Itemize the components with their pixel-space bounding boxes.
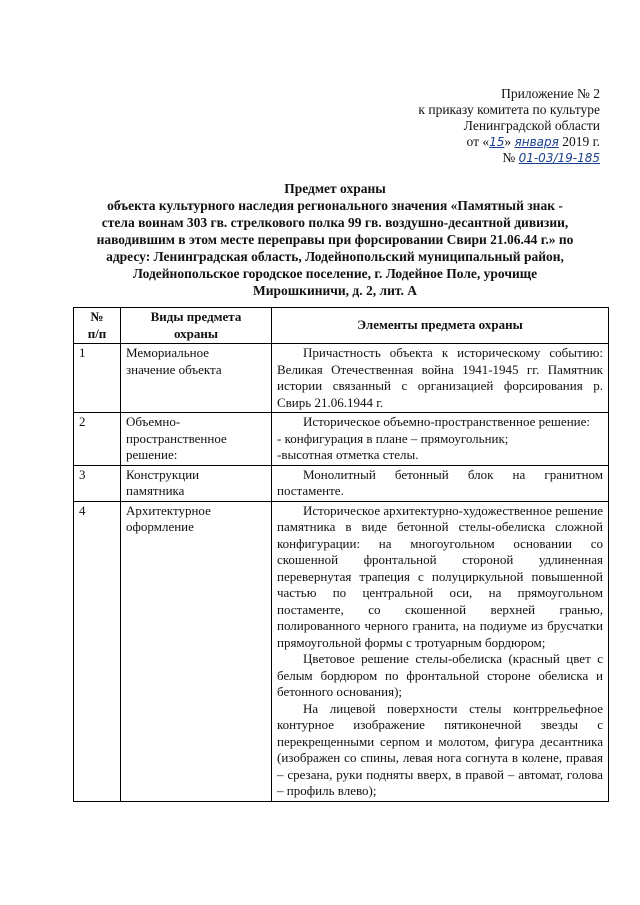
row-type-line: Мемориальное — [126, 345, 210, 360]
date-day: 15 — [489, 135, 505, 149]
table-row — [74, 501, 609, 801]
number-value: 01-03/19-185 — [518, 151, 600, 165]
row-list-item: - конфигурация в плане – прямоугольник; — [277, 430, 509, 446]
row-paragraph: Историческое объемно-пространственное решение: — [303, 414, 590, 429]
date-month: января — [514, 135, 559, 149]
row-type — [121, 501, 272, 801]
row-paragraph: Причастность объекта к историческому событию: Великая Отечественная война 1941-1945 гг. Памятник истории связанный с организацией форсирования р. Свирь 21.06.1944 г. — [277, 345, 603, 410]
row-type-line: решение: — [126, 447, 178, 462]
row-type-line: Объемно- — [126, 414, 181, 429]
header-number-line: п/п — [87, 325, 107, 341]
row-number: 4 — [74, 501, 121, 801]
row-paragraph: Монолитный бетонный блок на гранитном постаменте. — [277, 466, 603, 498]
date-year: 2019 г. — [562, 134, 600, 149]
row-elements — [272, 465, 609, 501]
title-line: адресу: Ленинградская область, Лодейнопольский муниципальный район, — [106, 249, 564, 264]
appendix-line: к приказу комитета по культуре — [418, 102, 600, 117]
table-row — [74, 344, 609, 413]
row-elements — [272, 501, 609, 801]
header-number — [74, 308, 121, 344]
row-type — [121, 465, 272, 501]
appendix-line: Приложение № 2 — [501, 86, 600, 101]
row-number: 3 — [74, 465, 121, 501]
row-elements — [272, 344, 609, 413]
table-row — [74, 465, 609, 501]
row-type-line: Конструкции — [126, 466, 200, 482]
title-heading: Предмет охраны — [284, 181, 386, 196]
row-type-line: Архитектурное — [126, 502, 211, 518]
header-number-line: № — [90, 309, 104, 324]
row-paragraph: Цветовое решение стелы-обелиска (красный цвет с белым бордюром по фронтальной стороне обелиска и бетонного основания); — [277, 651, 603, 699]
appendix-line: Ленинградской области — [463, 118, 600, 133]
appendix-date — [360, 134, 600, 150]
title-line: объекта культурного наследия регионального значения «Памятный знак - — [107, 198, 563, 213]
header-elements — [272, 308, 609, 344]
title-line: Лодейнопольское городское поселение, г. Лодейное Поле, урочище — [132, 266, 538, 281]
header-type — [121, 308, 272, 344]
row-paragraph: Историческое архитектурно-художественное решение памятника в виде бетонной стелы-обелиска сложной конфигурации: на многоугольном основании со скошенной фронтальной стороной удлиненная перевернутая трапеция с полуциркульной повышенной частью по центральной оси, на прямоугольном постаменте, со скошенной верхней гранью, полированного черного гранита, на подиуме из брусчатки прямоугольной формы с тротуарным бордюром; — [277, 502, 603, 650]
date-quote: » — [504, 134, 512, 149]
table-row — [74, 413, 609, 466]
header-type-line: охраны — [173, 325, 219, 341]
title-line: стела воинам 303 гв. стрелкового полка 99 гв. воздушно-десантной дивизии, — [101, 215, 569, 230]
row-type-line: значение объекта — [126, 361, 222, 377]
row-type-line: оформление — [126, 519, 194, 534]
document-title — [60, 180, 610, 299]
row-type — [121, 344, 272, 413]
title-line: Мирошкиничи, д. 2, лит. А — [253, 283, 417, 298]
appendix-number — [360, 150, 600, 166]
row-elements — [272, 413, 609, 466]
row-type-line: памятника — [126, 483, 185, 498]
header-elements-label: Элементы предмета охраны — [357, 317, 523, 333]
title-line: наводившим в этом месте переправы при форсировании Свири 21.06.44 г.» по — [96, 232, 574, 247]
row-list-item: -высотная отметка стелы. — [277, 447, 419, 462]
table-header-row — [74, 308, 609, 344]
row-number: 1 — [74, 344, 121, 413]
number-prefix: № — [502, 150, 516, 165]
row-paragraph: На лицевой поверхности стелы контррельефное контурное изображение пятиконечной звезды с перекрещенными серпом и молотом, фигура десантника (изображен со спины, левая нога согнута в колене, правая – срезана, руки подняты вверх, в правой – автомат, голова – профиль влево); — [277, 700, 603, 798]
row-number: 2 — [74, 413, 121, 466]
protection-table — [73, 307, 609, 802]
appendix-block — [360, 86, 600, 166]
header-type-line: Виды предмета — [150, 309, 242, 324]
row-type-line: пространственное — [126, 430, 227, 446]
date-prefix: от « — [466, 134, 490, 149]
row-type — [121, 413, 272, 466]
